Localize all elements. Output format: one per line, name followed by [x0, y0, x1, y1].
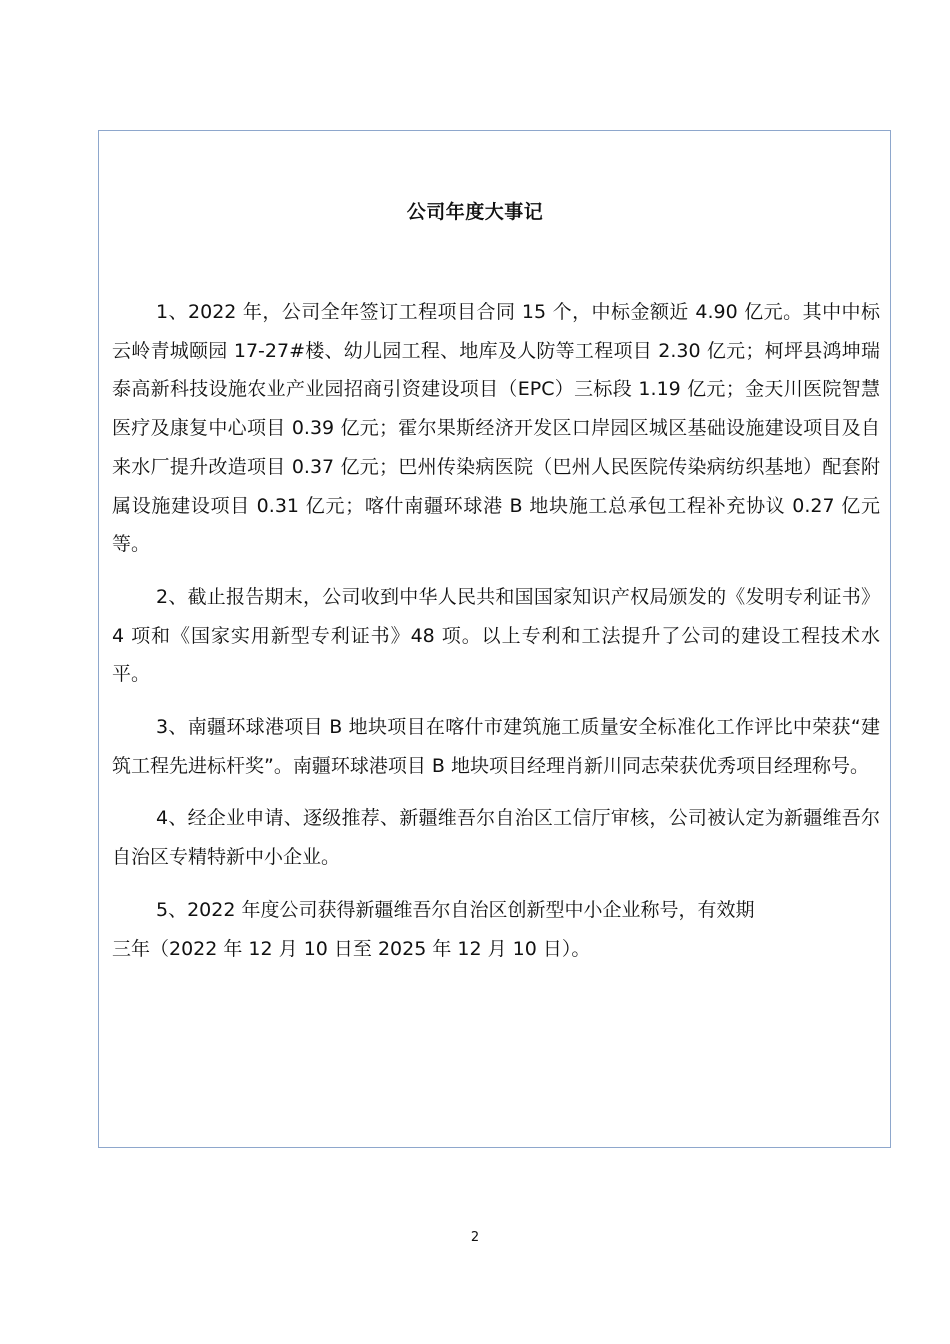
page-number: 2: [470, 1230, 480, 1245]
paragraph-1: 1、2022 年，公司全年签订工程项目合同 15 个，中标金额近 4.90 亿元。其中中标云岭青城颐园 17-27#楼、幼儿园工程、地库及人防等工程项目 2.30 亿元；柯坪县鸿坤瑞泰高新科技设施农业产业园招商引资建设项目（EPC）三标段 1.19 亿元；金天川医院智慧医疗及康复中心项目 0.39 亿元；霍尔果斯经济开发区口岸园区城区基础设施建设项目及自来水厂提升改造项目 0.37 亿元；巴州传染病医院（巴州人民医院传染病纺织基地）配套附属设施建设项目 0.31 亿元；喀什南疆环球港 B 地块施工总承包工程补充协议 0.27 亿元等。: [112, 301, 880, 556]
document-body: [112, 293, 880, 968]
paragraph-4: 4、经企业申请、逐级推荐、新疆维吾尔自治区工信厅审核，公司被认定为新疆维吾尔自治区专精特新中小企业。: [112, 807, 880, 869]
paragraph-3: 3、南疆环球港项目 B 地块项目在喀什市建筑施工质量安全标准化工作评比中荣获“建筑工程先进标杆奖”。南疆环球港项目 B 地块项目经理肖新川同志荣获优秀项目经理称号。: [112, 716, 880, 777]
document-title: 公司年度大事记: [406, 201, 544, 223]
paragraph-5-line-1: 5、2022 年度公司获得新疆维吾尔自治区创新型中小企业称号，有效期: [156, 898, 755, 921]
paragraph-5: [112, 891, 880, 968]
paragraph-5-line-2: 三年（2022 年 12 月 10 日至 2025 年 12 月 10 日）。: [112, 937, 591, 960]
paragraph-2: 2、截止报告期末，公司收到中华人民共和国国家知识产权局颁发的《发明专利证书》4 项和《国家实用新型专利证书》48 项。以上专利和工法提升了公司的建设工程技术水平。: [112, 585, 880, 686]
